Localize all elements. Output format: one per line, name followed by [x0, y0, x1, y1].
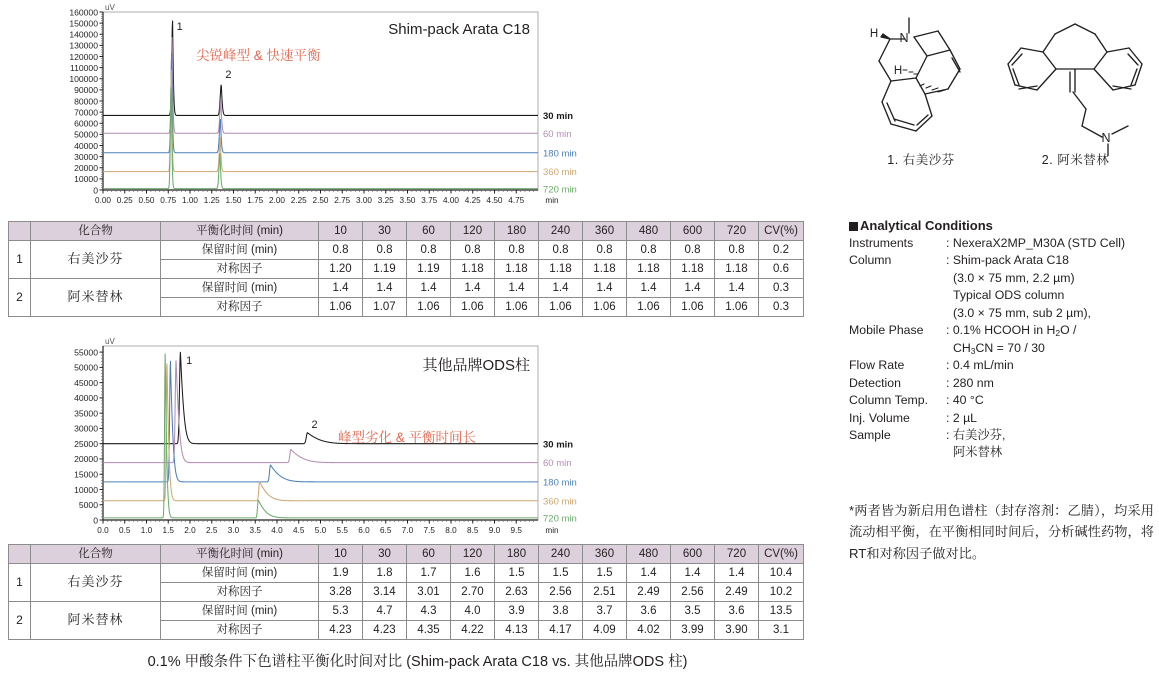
- table-cell: 3.14: [363, 583, 407, 602]
- x-axis-tick-label: 2.25: [290, 196, 307, 205]
- x-axis-unit-label: min: [545, 526, 559, 535]
- amitriptyline-skeletal-svg: [998, 6, 1153, 156]
- column-header: 360: [583, 545, 627, 564]
- x-axis-tick-label: 3.50: [399, 196, 416, 205]
- table-cell-cv: 10.4: [759, 564, 804, 583]
- condition-label: Flow Rate: [849, 358, 905, 373]
- legend-label: 30 min: [543, 111, 574, 123]
- condition-row: [849, 410, 1159, 427]
- x-axis-tick-label: 4.5: [293, 526, 305, 535]
- condition-value-continued: Typical ODS column: [953, 288, 1065, 303]
- x-axis-tick-label: 0.25: [116, 196, 133, 205]
- table-cell: 1.9: [319, 564, 363, 583]
- right-column: [840, 0, 1159, 680]
- chart-annotation: 尖锐峰型 & 快速平衡: [196, 48, 321, 63]
- table-cell: 2.49: [627, 583, 671, 602]
- structure-row: [840, 6, 1159, 181]
- table-cell: 4.35: [407, 621, 451, 640]
- table-cell: 3.8: [539, 602, 583, 621]
- chart-annotation: 峰型劣化 & 平衡时间长: [338, 430, 477, 445]
- x-axis-tick-label: 0.50: [138, 196, 155, 205]
- x-axis-tick-label: 7.0: [401, 526, 414, 535]
- table-cell: 2.56: [539, 583, 583, 602]
- chart-title: Shim-pack Arata C18: [388, 21, 530, 38]
- x-axis-tick-label: 0.5: [119, 526, 131, 535]
- row-metric-name: 保留时间 (min): [161, 602, 319, 621]
- table-row: [9, 564, 804, 583]
- dextromethorphan-structure: [846, 6, 996, 181]
- x-axis-tick-label: 8.5: [467, 526, 479, 535]
- column-header: 60: [407, 222, 451, 241]
- condition-label: Inj. Volume: [849, 410, 910, 425]
- column-header: 平衡化时间 (min): [161, 222, 319, 241]
- legend-label: 60 min: [543, 458, 572, 470]
- table-cell: 1.6: [451, 564, 495, 583]
- y-axis-tick-label: 80000: [74, 96, 98, 107]
- chromatogram-other-ods-svg: [0, 332, 620, 544]
- table-cell: 1.18: [583, 260, 627, 279]
- table-cell-cv: 0.3: [759, 298, 804, 317]
- table-cell: 3.28: [319, 583, 363, 602]
- table-cell-cv: 13.5: [759, 602, 804, 621]
- table-cell: 1.4: [539, 279, 583, 298]
- column-header: 720: [715, 545, 759, 564]
- x-axis-tick-label: 7.5: [423, 526, 435, 535]
- legend-label: 360 min: [543, 167, 577, 179]
- table-cell: 0.8: [407, 241, 451, 260]
- x-axis-tick-label: 1.50: [225, 196, 242, 205]
- structure-caption-1: 1. 右美沙芬: [887, 153, 955, 167]
- table-cell: 1.4: [627, 564, 671, 583]
- table-cell: 2.56: [671, 583, 715, 602]
- table-cell: 4.23: [363, 621, 407, 640]
- legend-label: 720 min: [543, 513, 577, 525]
- table-cell: 1.18: [715, 260, 759, 279]
- y-axis-tick-label: 130000: [69, 40, 98, 51]
- analytical-conditions-title-text: Analytical Conditions: [860, 218, 993, 233]
- y-axis-tick-label: 0: [93, 515, 98, 526]
- table-cell: 1.18: [671, 260, 715, 279]
- analytical-conditions-title: [849, 218, 1159, 233]
- table-cell: 0.8: [495, 241, 539, 260]
- table-cell: 1.06: [539, 298, 583, 317]
- peak-label: 2: [311, 419, 318, 431]
- condition-value: : 280 nm: [946, 375, 994, 390]
- atom-label-n: N: [1101, 131, 1111, 145]
- y-axis-tick-label: 60000: [74, 118, 98, 129]
- table-cell: 0.8: [319, 241, 363, 260]
- table-cell: 1.06: [583, 298, 627, 317]
- table-cell: 2.63: [495, 583, 539, 602]
- column-header: 480: [627, 545, 671, 564]
- x-axis-tick-label: 5.0: [314, 526, 327, 535]
- y-axis-tick-label: 70000: [74, 107, 98, 118]
- table-cell: 1.06: [407, 298, 451, 317]
- x-axis-tick-label: 3.5: [249, 526, 261, 535]
- legend-label: 360 min: [543, 496, 577, 508]
- condition-value: : 0.1% HCOOH in $H_2O$ / $CH_3CN = 70 / 30$: [946, 322, 1159, 357]
- table-cell: 1.4: [715, 279, 759, 298]
- y-axis-tick-label: 140000: [69, 29, 98, 40]
- table-header-row: [9, 545, 804, 564]
- table-cell: 1.19: [407, 260, 451, 279]
- table-cell: 1.4: [363, 279, 407, 298]
- bullet-square-icon: [849, 222, 858, 231]
- condition-value: : Shim-pack Arata C18 (3.0 × 75 mm, 2.2 µm) Typical ODS column (3.0 × 75 mm, sub 2 µm),: [946, 252, 1159, 322]
- table-cell: 1.18: [451, 260, 495, 279]
- y-axis-tick-label: 35000: [74, 408, 98, 419]
- table-cell: 1.4: [407, 279, 451, 298]
- atom-label-h-top: H: [869, 28, 879, 40]
- table-cell: 0.8: [671, 241, 715, 260]
- y-axis-tick-label: 10000: [74, 174, 98, 185]
- y-axis-tick-label: 30000: [74, 151, 98, 162]
- peak-label: 1: [186, 355, 193, 367]
- column-header: 480: [627, 222, 671, 241]
- table-cell: 0.8: [627, 241, 671, 260]
- results-table-arata-c18: [8, 221, 804, 317]
- table-cell: 3.5: [671, 602, 715, 621]
- table-cell: 1.06: [671, 298, 715, 317]
- y-axis-tick-label: 160000: [69, 7, 98, 18]
- y-axis-tick-label: 10000: [74, 484, 98, 495]
- table-cell: 1.4: [671, 564, 715, 583]
- x-axis-tick-label: 4.0: [271, 526, 283, 535]
- condition-row: [849, 322, 1159, 357]
- column-header: 30: [363, 222, 407, 241]
- footnote: *两者皆为新启用色谱柱（封存溶剂：乙腈），均采用流动相平衡，在平衡相同时间后，分析碱性药物，将RT和对称因子做对比。: [849, 503, 1154, 561]
- column-header: 240: [539, 222, 583, 241]
- y-axis-tick-label: 50000: [74, 129, 98, 140]
- x-axis-tick-label: 4.50: [486, 196, 503, 205]
- column-header: 120: [451, 222, 495, 241]
- row-index: 2: [9, 602, 31, 640]
- y-axis-tick-label: 20000: [74, 163, 98, 174]
- condition-value: : 0.4 mL/min: [946, 358, 1014, 373]
- table-cell: 4.3: [407, 602, 451, 621]
- y-axis-tick-label: 40000: [74, 393, 98, 404]
- condition-value-continued: (3.0 × 75 mm, sub 2 µm),: [953, 305, 1091, 320]
- table-cell: 4.02: [627, 621, 671, 640]
- condition-row: [849, 375, 1159, 392]
- x-axis-tick-label: 1.25: [203, 196, 220, 205]
- column-header: [9, 222, 31, 241]
- row-compound: 右美沙芬: [31, 241, 161, 279]
- column-header: 120: [451, 545, 495, 564]
- column-header: 720: [715, 222, 759, 241]
- y-axis-tick-label: 90000: [74, 85, 98, 96]
- row-metric-name: 保留时间 (min): [161, 241, 319, 260]
- condition-row: [849, 235, 1159, 252]
- table-cell: 1.18: [627, 260, 671, 279]
- column-header: 10: [319, 222, 363, 241]
- table-cell: 1.19: [363, 260, 407, 279]
- condition-row: [849, 427, 1159, 462]
- condition-value: : 40 °C: [946, 393, 984, 408]
- x-axis-tick-label: 2.0: [184, 526, 196, 535]
- y-axis-tick-label: 150000: [69, 18, 98, 29]
- x-axis-tick-label: 3.00: [356, 196, 372, 205]
- x-axis-tick-label: 0.00: [95, 196, 111, 205]
- x-axis-tick-label: 9.0: [488, 526, 501, 535]
- results-table-other-ods: [8, 544, 804, 640]
- row-metric-name: 对称因子: [161, 298, 319, 317]
- table-cell: 4.13: [495, 621, 539, 640]
- table-cell-cv: 10.2: [759, 583, 804, 602]
- column-header: 180: [495, 222, 539, 241]
- table-cell: 0.8: [363, 241, 407, 260]
- table-row: [9, 279, 804, 298]
- x-axis-tick-label: 6.0: [358, 526, 370, 535]
- y-axis-tick-label: 40000: [74, 140, 98, 151]
- table-cell: 4.22: [451, 621, 495, 640]
- table-cell: 1.4: [583, 279, 627, 298]
- analytical-conditions-table: [849, 235, 1159, 462]
- table-cell: 4.23: [319, 621, 363, 640]
- table-cell: 1.06: [495, 298, 539, 317]
- structure-caption-2: 2. 阿米替林: [1041, 153, 1110, 167]
- x-axis-tick-label: 4.25: [464, 196, 481, 205]
- condition-label: Detection: [849, 375, 901, 390]
- table-cell: 1.4: [451, 279, 495, 298]
- table-cell-cv: 0.2: [759, 241, 804, 260]
- condition-label: Column: [849, 253, 892, 268]
- table-cell: 1.18: [495, 260, 539, 279]
- x-axis-tick-label: 3.0: [227, 526, 240, 535]
- y-axis-tick-label: 5000: [78, 500, 98, 511]
- table-cell: 4.09: [583, 621, 627, 640]
- x-axis-unit-label: min: [545, 196, 559, 205]
- peak-label: 1: [176, 21, 183, 33]
- condition-value: : 右美沙芬, 阿米替林: [946, 427, 1159, 462]
- row-metric-name: 保留时间 (min): [161, 564, 319, 583]
- table-cell: 1.06: [715, 298, 759, 317]
- x-axis-tick-label: 2.00: [269, 196, 285, 205]
- peak-label: 2: [225, 69, 232, 81]
- table-row: [9, 602, 804, 621]
- x-axis-tick-label: 0.75: [160, 196, 177, 205]
- condition-value-continued: 阿米替林: [953, 445, 1003, 460]
- row-metric-name: 对称因子: [161, 583, 319, 602]
- condition-label: Sample: [849, 427, 891, 442]
- chromatogram-other-ods: [0, 332, 620, 544]
- x-axis-tick-label: 5.5: [336, 526, 348, 535]
- y-axis-unit-label: uV: [105, 337, 115, 346]
- atom-label-n: N: [899, 31, 909, 45]
- table-cell: 1.06: [319, 298, 363, 317]
- condition-label: Mobile Phase: [849, 323, 924, 338]
- row-metric-name: 保留时间 (min): [161, 279, 319, 298]
- x-axis-tick-label: 2.75: [334, 196, 351, 205]
- table-cell: 1.06: [451, 298, 495, 317]
- condition-value: : NexeraX2MP_M30A (STD Cell): [946, 236, 1126, 250]
- column-header: 10: [319, 545, 363, 564]
- table-cell: 3.9: [495, 602, 539, 621]
- column-header: CV(%): [759, 222, 804, 241]
- table-cell: 1.4: [715, 564, 759, 583]
- y-axis-tick-label: 15000: [74, 469, 98, 480]
- table-cell: 3.6: [715, 602, 759, 621]
- chromatogram-arata-c18-svg: [0, 0, 620, 215]
- table-cell-cv: 0.6: [759, 260, 804, 279]
- table-cell: 3.6: [627, 602, 671, 621]
- y-axis-tick-label: 120000: [69, 51, 98, 62]
- column-header: CV(%): [759, 545, 804, 564]
- x-axis-tick-label: 9.5: [510, 526, 522, 535]
- column-header: 60: [407, 545, 451, 564]
- x-axis-tick-label: 4.75: [508, 196, 525, 205]
- table-cell: 1.4: [319, 279, 363, 298]
- row-index: 1: [9, 564, 31, 602]
- legend-label: 180 min: [543, 477, 577, 489]
- row-metric-name: 对称因子: [161, 621, 319, 640]
- column-header: 30: [363, 545, 407, 564]
- analytical-conditions: [849, 218, 1159, 462]
- table-cell: 1.8: [363, 564, 407, 583]
- column-header: 平衡化时间 (min): [161, 545, 319, 564]
- column-header: 600: [671, 222, 715, 241]
- row-compound: 阿米替林: [31, 602, 161, 640]
- table-cell: 2.70: [451, 583, 495, 602]
- column-header: 化合物: [31, 222, 161, 241]
- x-axis-tick-label: 2.5: [206, 526, 218, 535]
- condition-value-continued: $CH_3CN = 70 / 30$: [953, 340, 1045, 356]
- y-axis-tick-label: 25000: [74, 438, 98, 449]
- legend-label: 720 min: [543, 184, 577, 196]
- y-axis-tick-label: 45000: [74, 377, 98, 388]
- atom-label-h-mid: H: [893, 65, 903, 77]
- y-axis-tick-label: 20000: [74, 454, 98, 465]
- condition-row: [849, 252, 1159, 322]
- y-axis-tick-label: 0: [93, 185, 98, 196]
- table-cell: 5.3: [319, 602, 363, 621]
- table-cell: 1.07: [363, 298, 407, 317]
- figure-caption: 0.1% 甲酸条件下色谱柱平衡化时间对比 (Shim-pack Arata C18 vs. 其他品牌ODS 柱): [147, 654, 688, 670]
- x-axis-tick-label: 0.0: [97, 526, 109, 535]
- table-cell: 1.4: [627, 279, 671, 298]
- table-cell: 1.5: [539, 564, 583, 583]
- table-cell: 0.8: [539, 241, 583, 260]
- condition-label: Instruments: [849, 236, 914, 250]
- dextromethorphan-skeletal-svg: [846, 6, 996, 156]
- table-cell: 4.17: [539, 621, 583, 640]
- column-header: 化合物: [31, 545, 161, 564]
- chromatogram-arata-c18: [0, 0, 620, 215]
- row-index: 1: [9, 241, 31, 279]
- table-cell: 4.0: [451, 602, 495, 621]
- amitriptyline-structure: [998, 6, 1153, 181]
- table-cell: 1.7: [407, 564, 451, 583]
- x-axis-tick-label: 4.00: [443, 196, 459, 205]
- table-row: [9, 241, 804, 260]
- x-axis-tick-label: 6.5: [380, 526, 392, 535]
- condition-row: [849, 357, 1159, 374]
- chart-title: 其他品牌ODS柱: [422, 357, 530, 374]
- table-cell: 0.8: [451, 241, 495, 260]
- table-cell: 1.5: [583, 564, 627, 583]
- table-cell-cv: 0.3: [759, 279, 804, 298]
- table-cell: 0.8: [715, 241, 759, 260]
- table-cell: 1.4: [671, 279, 715, 298]
- x-axis-tick-label: 1.00: [182, 196, 198, 205]
- x-axis-tick-label: 2.50: [312, 196, 329, 205]
- table-cell: 3.90: [715, 621, 759, 640]
- table-cell: 3.99: [671, 621, 715, 640]
- legend-label: 180 min: [543, 148, 577, 160]
- x-axis-tick-label: 1.75: [247, 196, 264, 205]
- condition-label: Column Temp.: [849, 393, 929, 408]
- row-metric-name: 对称因子: [161, 260, 319, 279]
- table-cell: 3.7: [583, 602, 627, 621]
- x-axis-tick-label: 1.5: [162, 526, 174, 535]
- y-axis-tick-label: 100000: [69, 74, 98, 85]
- table-cell: 1.5: [495, 564, 539, 583]
- x-axis-tick-label: 3.25: [377, 196, 394, 205]
- condition-value: : 2 µL: [946, 410, 978, 425]
- row-compound: 阿米替林: [31, 279, 161, 317]
- table-cell: 3.01: [407, 583, 451, 602]
- y-axis-tick-label: 55000: [74, 347, 98, 358]
- legend-label: 60 min: [543, 128, 572, 140]
- column-header: [9, 545, 31, 564]
- y-axis-tick-label: 50000: [74, 362, 98, 373]
- table-cell: 4.7: [363, 602, 407, 621]
- y-axis-unit-label: uV: [105, 3, 115, 12]
- condition-row: [849, 392, 1159, 409]
- x-axis-tick-label: 3.75: [421, 196, 438, 205]
- x-axis-tick-label: 1.0: [140, 526, 153, 535]
- column-header: 240: [539, 545, 583, 564]
- table-cell: 1.20: [319, 260, 363, 279]
- table-cell: 1.18: [539, 260, 583, 279]
- column-header: 600: [671, 545, 715, 564]
- table-cell: 2.51: [583, 583, 627, 602]
- table-cell: 2.49: [715, 583, 759, 602]
- row-compound: 右美沙芬: [31, 564, 161, 602]
- table-cell: 1.4: [495, 279, 539, 298]
- legend-label: 30 min: [543, 439, 574, 451]
- column-header: 360: [583, 222, 627, 241]
- condition-value-continued: (3.0 × 75 mm, 2.2 µm): [953, 270, 1075, 285]
- column-header: 180: [495, 545, 539, 564]
- y-axis-tick-label: 30000: [74, 423, 98, 434]
- table-header-row: [9, 222, 804, 241]
- table-cell: 0.8: [583, 241, 627, 260]
- row-index: 2: [9, 279, 31, 317]
- x-axis-tick-label: 8.0: [445, 526, 457, 535]
- table-cell-cv: 3.1: [759, 621, 804, 640]
- y-axis-tick-label: 110000: [69, 62, 98, 73]
- table-cell: 1.06: [627, 298, 671, 317]
